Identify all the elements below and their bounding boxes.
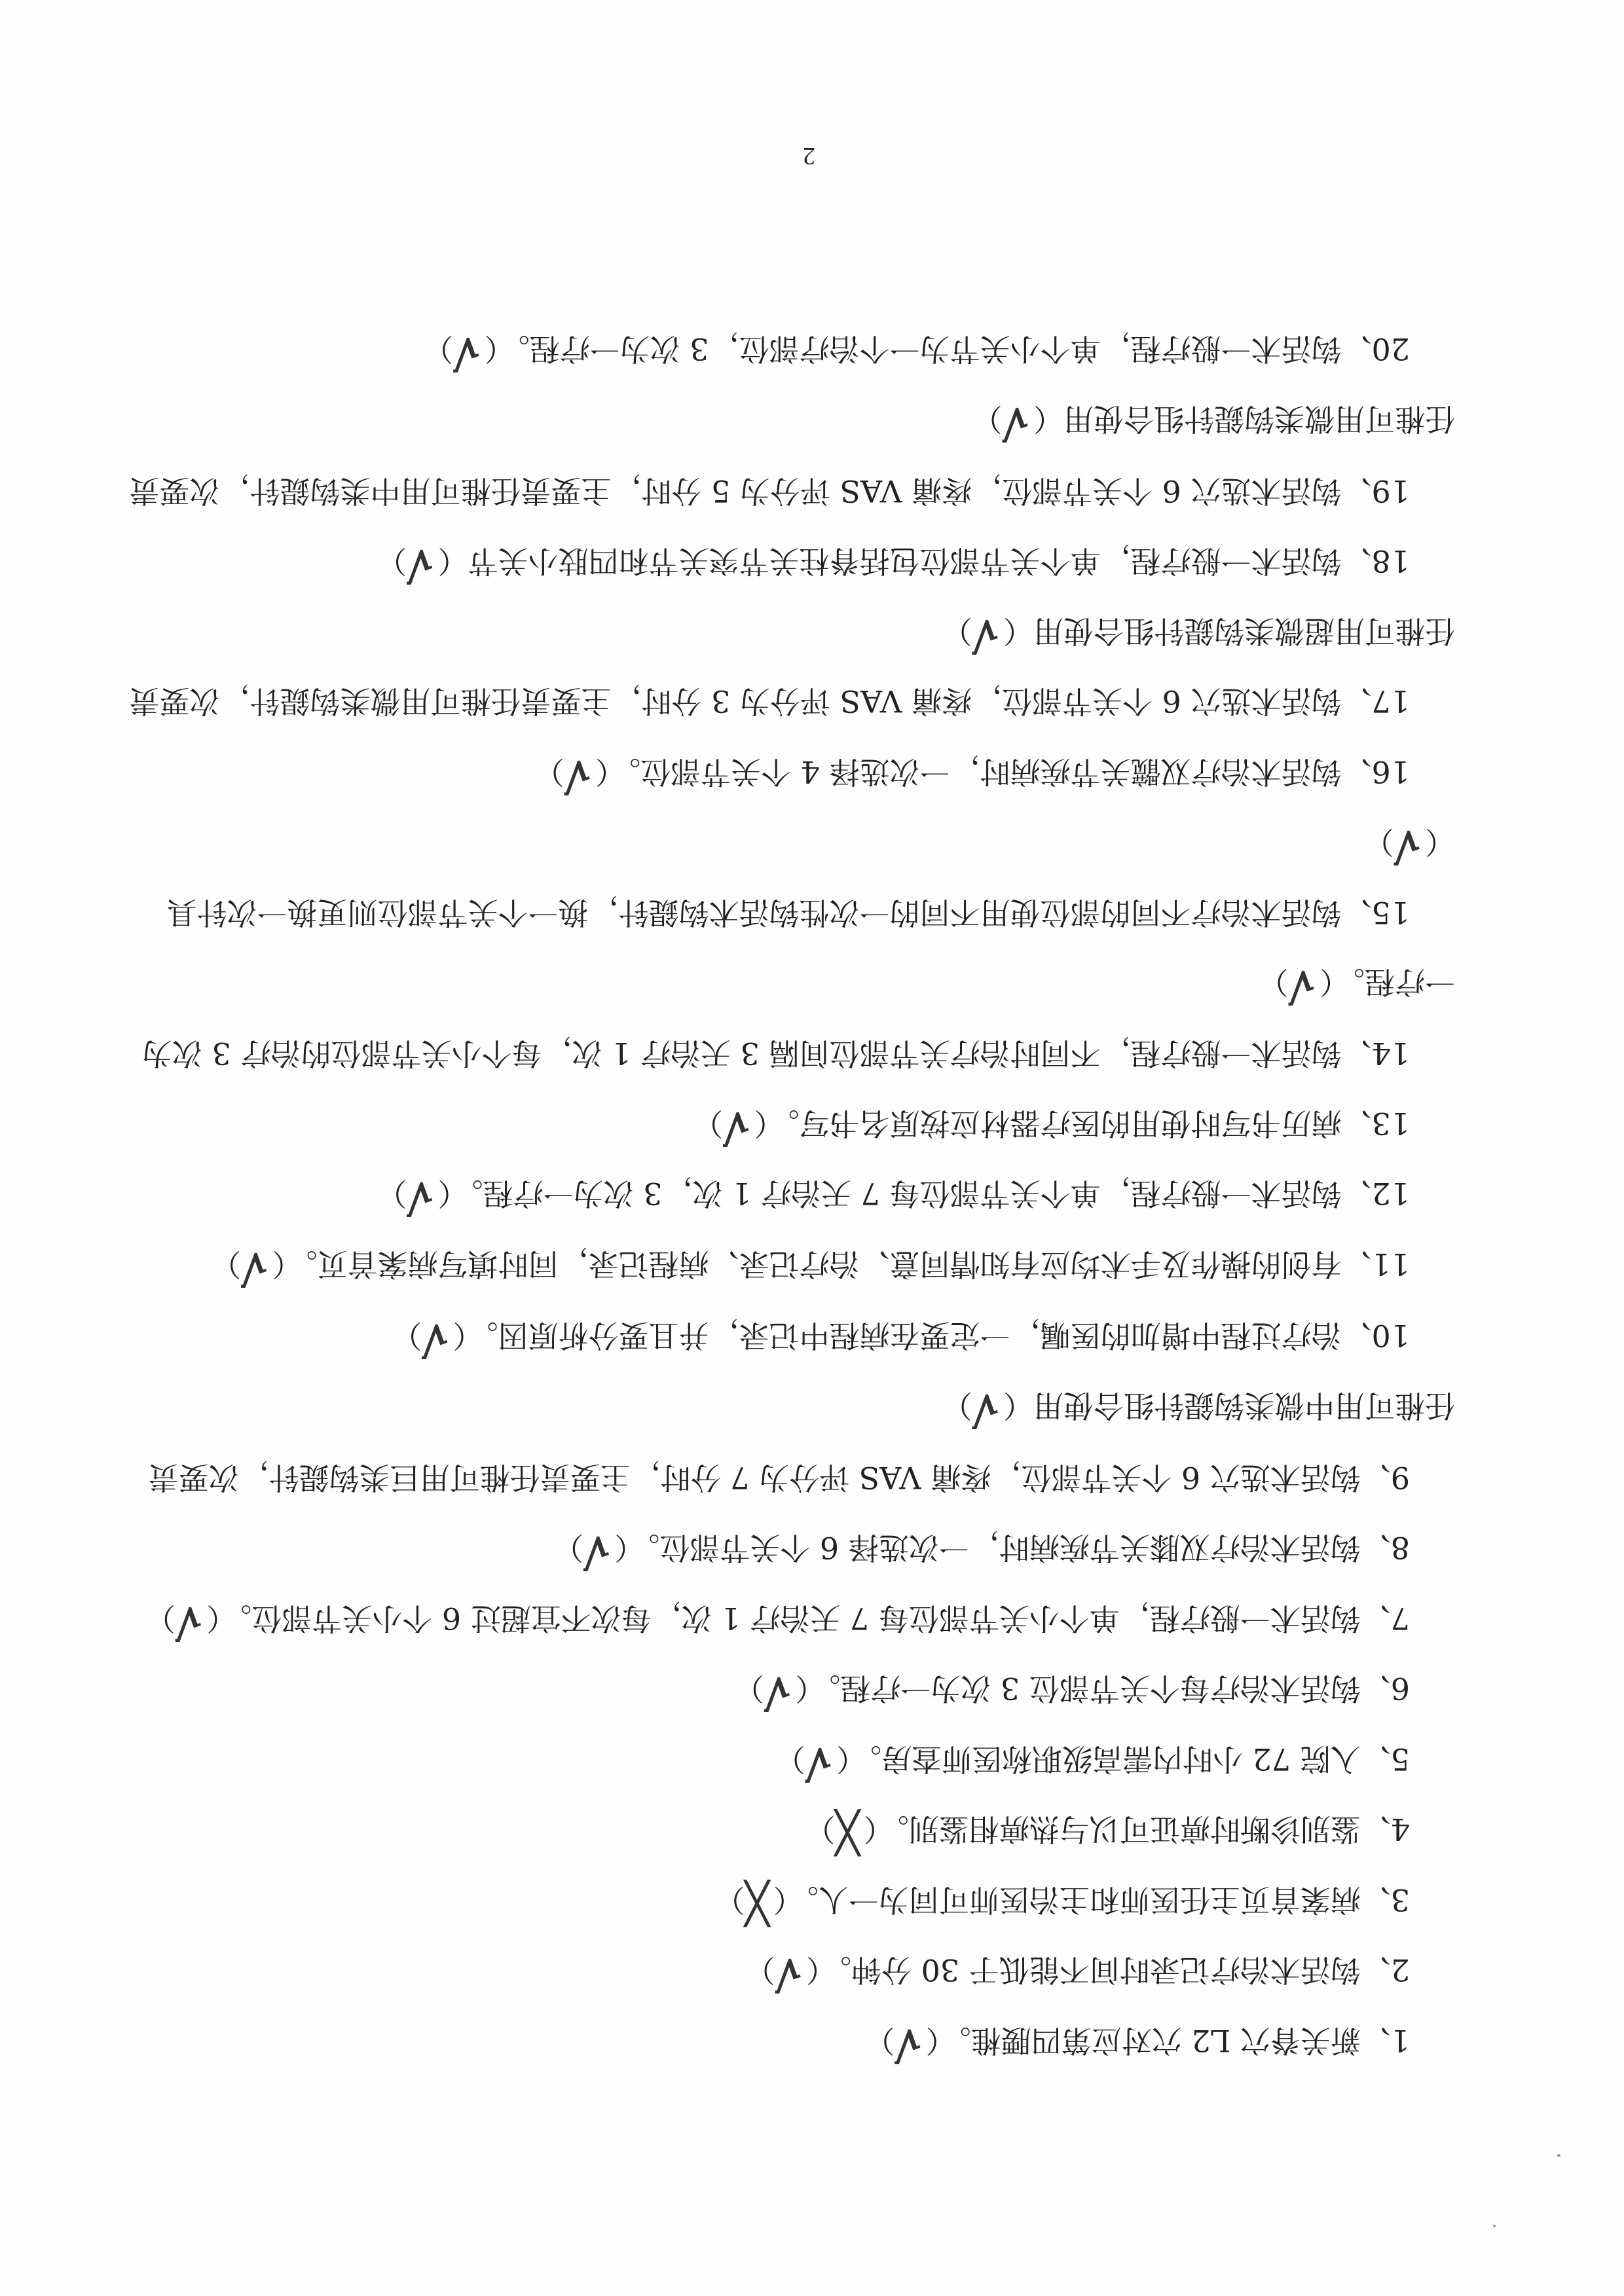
question-text: 11、有创的操作及手术均应有知情同意、治疗记录、病程记录，同时填写病案首页。（ — [272, 1247, 1410, 1282]
check-mark: √ — [407, 541, 434, 589]
question-line — [2, 1527, 1410, 1575]
question-text: 17、钩活术选穴 6 个关节部位，疼痛 VAS 评分为 3 分时，主要责任椎可用微类钩鍉针，次要责 — [129, 683, 1410, 719]
closing-paren: ） — [775, 1741, 805, 1777]
check-mark: √ — [564, 752, 591, 799]
closing-paren: ） — [745, 1952, 775, 1988]
closing-paren: ） — [211, 1247, 242, 1282]
closing-paren: ） — [1363, 824, 1394, 860]
question-line — [2, 1809, 1410, 1857]
check-mark: √ — [764, 1668, 792, 1716]
closing-paren: ） — [805, 1812, 836, 1847]
question-text: 15、钩活术治疗不同的部位使用不同的一次性钩活术钩鍉针，换一个关节部位则更换一次针具 — [166, 895, 1410, 930]
question-line — [2, 329, 1410, 376]
question-text: 19、钩活术选穴 6 个关节部位，疼痛 VAS 评分为 5 分时，主要责任椎可用中类钩鍉针，次要责 — [129, 473, 1410, 509]
question-line — [47, 962, 1455, 1010]
question-line — [2, 541, 1410, 589]
scan-speck — [1557, 2154, 1560, 2157]
question-text: 12、钩活术一般疗程，单个关节部位每 7 天治疗 1 次，3 次为一疗程。（ — [437, 1176, 1410, 1211]
question-text: 18、钩活术一般疗程，单个关节部位包括脊柱关节突关节和四肢小关节（ — [437, 543, 1410, 579]
check-mark: √ — [972, 611, 999, 659]
closing-paren: ） — [377, 543, 407, 579]
cross-mark: ╳ — [835, 1809, 860, 1857]
question-line — [2, 1173, 1410, 1221]
closing-paren: ） — [693, 1106, 724, 1141]
question-text: 4、鉴别诊断时痹证可以与热痹相鉴别。（ — [863, 1812, 1410, 1847]
question-line — [2, 2020, 1410, 2068]
question-line — [2, 682, 1410, 721]
check-mark: √ — [422, 1315, 449, 1363]
closing-paren: ） — [377, 1176, 407, 1211]
check-mark: √ — [175, 1598, 203, 1646]
question-line — [2, 893, 1410, 932]
question-line — [2, 1103, 1410, 1151]
question-line — [2, 1315, 1410, 1363]
question-text: 一疗程。（ — [1320, 964, 1455, 1000]
question-line — [47, 822, 1455, 869]
closing-paren: ） — [1258, 964, 1289, 1000]
cross-mark: ╳ — [745, 1880, 769, 1927]
check-mark: √ — [453, 329, 481, 376]
closing-paren: ） — [864, 2023, 895, 2058]
question-text: 13、病历书写时使用的医疗器材应按原名书写。（ — [754, 1106, 1410, 1141]
question-line — [2, 1880, 1410, 1927]
question-text: 1、新关脊穴 L2 穴对应第四腰椎。（ — [925, 2023, 1410, 2058]
check-mark: √ — [1288, 962, 1316, 1010]
question-text: 14、钩活术一般疗程，不同时治疗关节部位间隔 3 天治疗 1 次，每个小关节部位的治疗 3 次为 — [141, 1036, 1410, 1071]
question-text: 9、钩活术选穴 6 个关节部位，疼痛 VAS 评分为 7 分时，主要责任椎可用巨类钩鍉针，次要责 — [148, 1460, 1410, 1495]
question-text: 7、钩活术一般疗程，单个小关节部位每 7 天治疗 1 次，每次不宜超过 6 个小关节部位。（ — [206, 1601, 1410, 1636]
check-mark: √ — [775, 1950, 802, 1997]
check-mark: √ — [241, 1244, 268, 1292]
question-text: 任椎可用微类钩鍉针组合使用（ — [1033, 401, 1455, 437]
question-text: 2、钩活术治疗记录时间不能低于 30 分钟。（ — [805, 1952, 1410, 1988]
question-text: 任椎可用中微类钩鍉针组合使用（ — [1003, 1388, 1455, 1423]
closing-paren: ） — [733, 1671, 764, 1706]
question-text: 10、治疗过程中增加的医嘱，一定要在病程中记录，并且要分析原因。（ — [452, 1318, 1410, 1353]
check-mark: √ — [583, 1527, 611, 1575]
check-mark: √ — [1393, 822, 1421, 869]
question-text: 20、钩活术一般疗程，单个小关节为一个治疗部位，3 次为一疗程。（ — [484, 331, 1410, 367]
question-line — [47, 399, 1455, 446]
question-line — [2, 1034, 1410, 1073]
closing-paren: ） — [553, 1530, 583, 1565]
question-line — [2, 752, 1410, 799]
closing-paren: ） — [423, 331, 454, 367]
check-mark: √ — [723, 1103, 750, 1151]
check-mark: √ — [805, 1739, 832, 1787]
closing-paren: ） — [972, 401, 1003, 437]
closing-paren: ） — [145, 1601, 175, 1636]
question-text: 5、入院 72 小时内需高级职称医师查房。（ — [836, 1741, 1410, 1777]
closing-paren: ） — [714, 1882, 745, 1918]
question-text: 8、钩活术治疗双膝关节疾病时，一次选择 6 个关节部位。（ — [614, 1530, 1410, 1565]
question-text: （ — [1425, 824, 1455, 860]
question-line — [2, 1739, 1410, 1787]
check-mark: √ — [1002, 399, 1029, 446]
question-line — [2, 1598, 1410, 1646]
page-number: 2 — [803, 142, 815, 170]
closing-paren: ） — [942, 613, 972, 649]
question-line — [2, 1950, 1410, 1997]
closing-paren: ） — [392, 1318, 422, 1353]
check-mark: √ — [407, 1173, 434, 1221]
check-mark: √ — [895, 2020, 922, 2068]
question-line — [2, 1244, 1410, 1292]
question-text: 3、病案首页主任医师和主治医师可同为一人。（ — [773, 1882, 1410, 1918]
question-line — [2, 1458, 1410, 1497]
question-line — [47, 611, 1455, 659]
closing-paren: ） — [534, 754, 564, 790]
check-mark: √ — [972, 1385, 999, 1433]
question-line — [47, 1385, 1455, 1433]
scan-speck — [1493, 2225, 1496, 2227]
question-line — [2, 471, 1410, 511]
question-text: 任椎可用超微类钩鍉针组合使用（ — [1003, 613, 1455, 649]
question-text: 6、钩活术治疗每个关节部位 3 次为一疗程。（ — [795, 1671, 1410, 1706]
question-line — [2, 1668, 1410, 1716]
question-text: 16、钩活术治疗双髋关节疾病时，一次选择 4 个关节部位。（ — [595, 754, 1410, 790]
closing-paren: ） — [942, 1388, 972, 1423]
